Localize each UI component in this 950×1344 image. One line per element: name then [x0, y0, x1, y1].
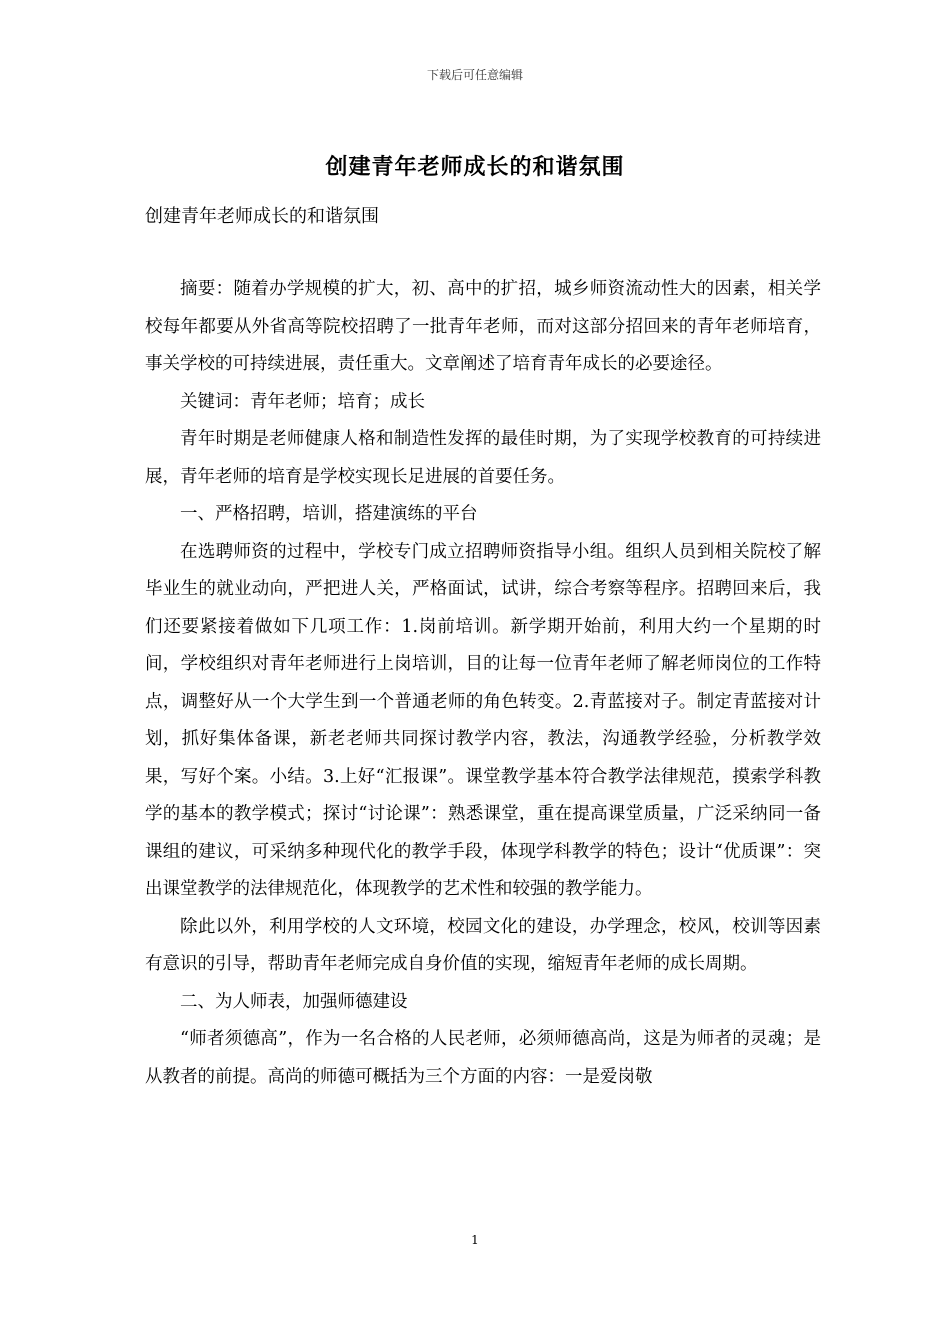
- document-title: 创建青年老师成长的和谐氛围: [325, 154, 625, 180]
- paragraph-recruitment: 在选聘师资的过程中，学校专门成立招聘师资指导小组。组织人员到相关院校了解毕业生的就业动向，严把进人关，严格面试，试讲，综合考察等程序。招聘回来后，我们还要紧接着做如下几项工作：1.岗前培训。新学期开始前，利用大约一个星期的时间，学校组织对青年老师进行上岗培训，目的让每一位青年老师了解老师岗位的工作特点，调整好从一个大学生到一个普通老师的角色转变。2.青蓝接对子。制定青蓝接对计划，抓好集体备课，新老老师共同探讨教学内容，教法，沟通教学经验，分析教学效果，写好个案。小结。3.上好“汇报课”。课堂教学基本符合教学法律规范，摸索学科教学的基本的教学模式；探讨“讨论课”：熟悉课堂，重在提高课堂质量，广泛采纳同一备课组的建议，可采纳多种现代化的教学手段，体现学科教学的特色；设计“优质课”：突出课堂教学的法律规范化，体现教学的艺术性和较强的教学能力。: [145, 541, 821, 899]
- section-heading-2: 二、为人师表，加强师德建设: [180, 991, 408, 1012]
- section-heading-1: 一、严格招聘，培训，搭建演练的平台: [180, 504, 478, 524]
- document-subtitle: 创建青年老师成长的和谐氛围: [145, 206, 379, 227]
- paragraph-intro: 青年时期是老师健康人格和制造性发挥的最佳时期，为了实现学校教育的可持续进展，青年老师的培育是学校实现长足进展的首要任务。: [145, 429, 821, 487]
- paragraph-abstract: 摘要：随着办学规模的扩大，初、高中的扩招，城乡师资流动性大的因素，相关学校每年都要从外省高等院校招聘了一批青年老师，而对这部分招回来的青年老师培育，事关学校的可持续进展，责任重大。文章阐述了培育青年成长的必要途径。: [145, 279, 821, 374]
- paragraph-ethics: “师者须德高”，作为一名合格的人民老师，必须师德高尚，这是为师者的灵魂；是从教者的前提。高尚的师德可概括为三个方面的内容：一是爱岗敬: [145, 1029, 821, 1087]
- document-body: [145, 271, 821, 1096]
- paragraph-keywords: 关键词：青年老师；培育；成长: [180, 391, 425, 412]
- page-number: 1: [471, 1233, 479, 1247]
- paragraph-environment: 除此以外，利用学校的人文环境，校园文化的建设，办学理念，校风，校训等因素有意识的引导，帮助青年老师完成自身价值的实现，缩短青年老师的成长周期。: [145, 916, 821, 974]
- page-header: 下载后可任意编辑: [426, 68, 523, 82]
